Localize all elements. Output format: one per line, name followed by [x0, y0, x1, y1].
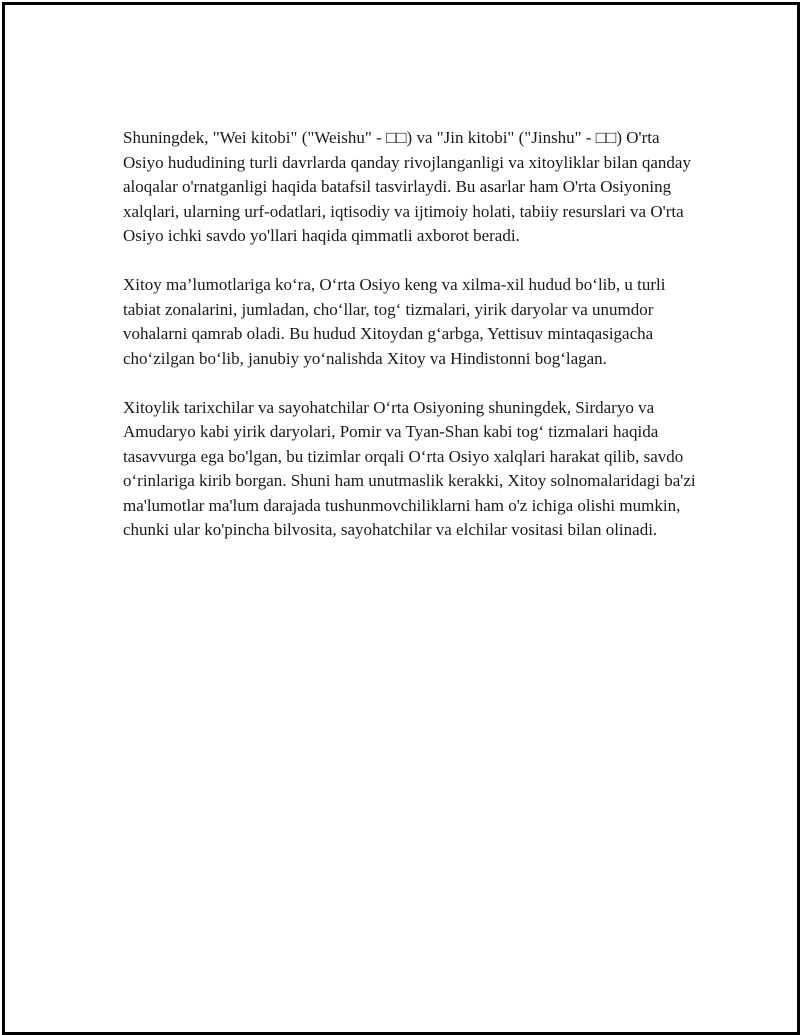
paragraph-historians-travelers: Xitoylik tarixchilar va sayohatchilar O‘rta Osiyoning shuningdek, Sirdaryo va Amudaryo kabi yirik daryolari, Pomir va Tyan-Shan kabi tog‘ tizmalari haqida tasavvurga ega bo'lgan, bu tizimlar orqali O‘rta Osiyo xalqlari harakat qilib, savdo o‘rinlariga kirib borgan. Shuni ham unutmaslik kerakki, Xitoy solnomalaridagi ba'zi ma'lumotlar ma'lum darajada tushunmovchiliklarni ham o'z ichiga olishi mumkin, chunki ular ko'pincha bilvosita, sayohatchilar va elchilar vositasi bilan olinadi.	[123, 397, 696, 539]
paragraph-geography: Xitoy ma’lumotlariga ko‘ra, O‘rta Osiyo keng va xilma-xil hudud bo‘lib, u turli tabiat zonalarini, jumladan, cho‘llar, tog‘ tizmalari, yirik daryolar va unumdor vohalarni qamrab oladi. Bu hudud Xitoydan g‘arbga, Yettisuv mintaqasigacha cho‘zilgan bo‘lib, janubiy yo‘nalishda Xitoy va Hindistonni bog‘lagan.	[123, 275, 666, 368]
document-body	[123, 126, 703, 567]
page-frame	[2, 2, 800, 1035]
paragraph-wei-jin-books: Shuningdek, "Wei kitobi" ("Weishu" - □□) va "Jin kitobi" ("Jinshu" - □□) O'rta Osiyo hududining turli davrlarda qanday rivojlanganligi va xitoyliklar bilan qanday aloqalar o'rnatganligi haqida batafsil tasvirlaydi. Bu asarlar ham O'rta Osiyoning xalqlari, ularning urf-odatlari, iqtisodiy va ijtimoiy holati, tabiiy resurslari va O'rta Osiyo ichki savdo yo'llari haqida qimmatli axborot beradi.	[123, 128, 691, 245]
